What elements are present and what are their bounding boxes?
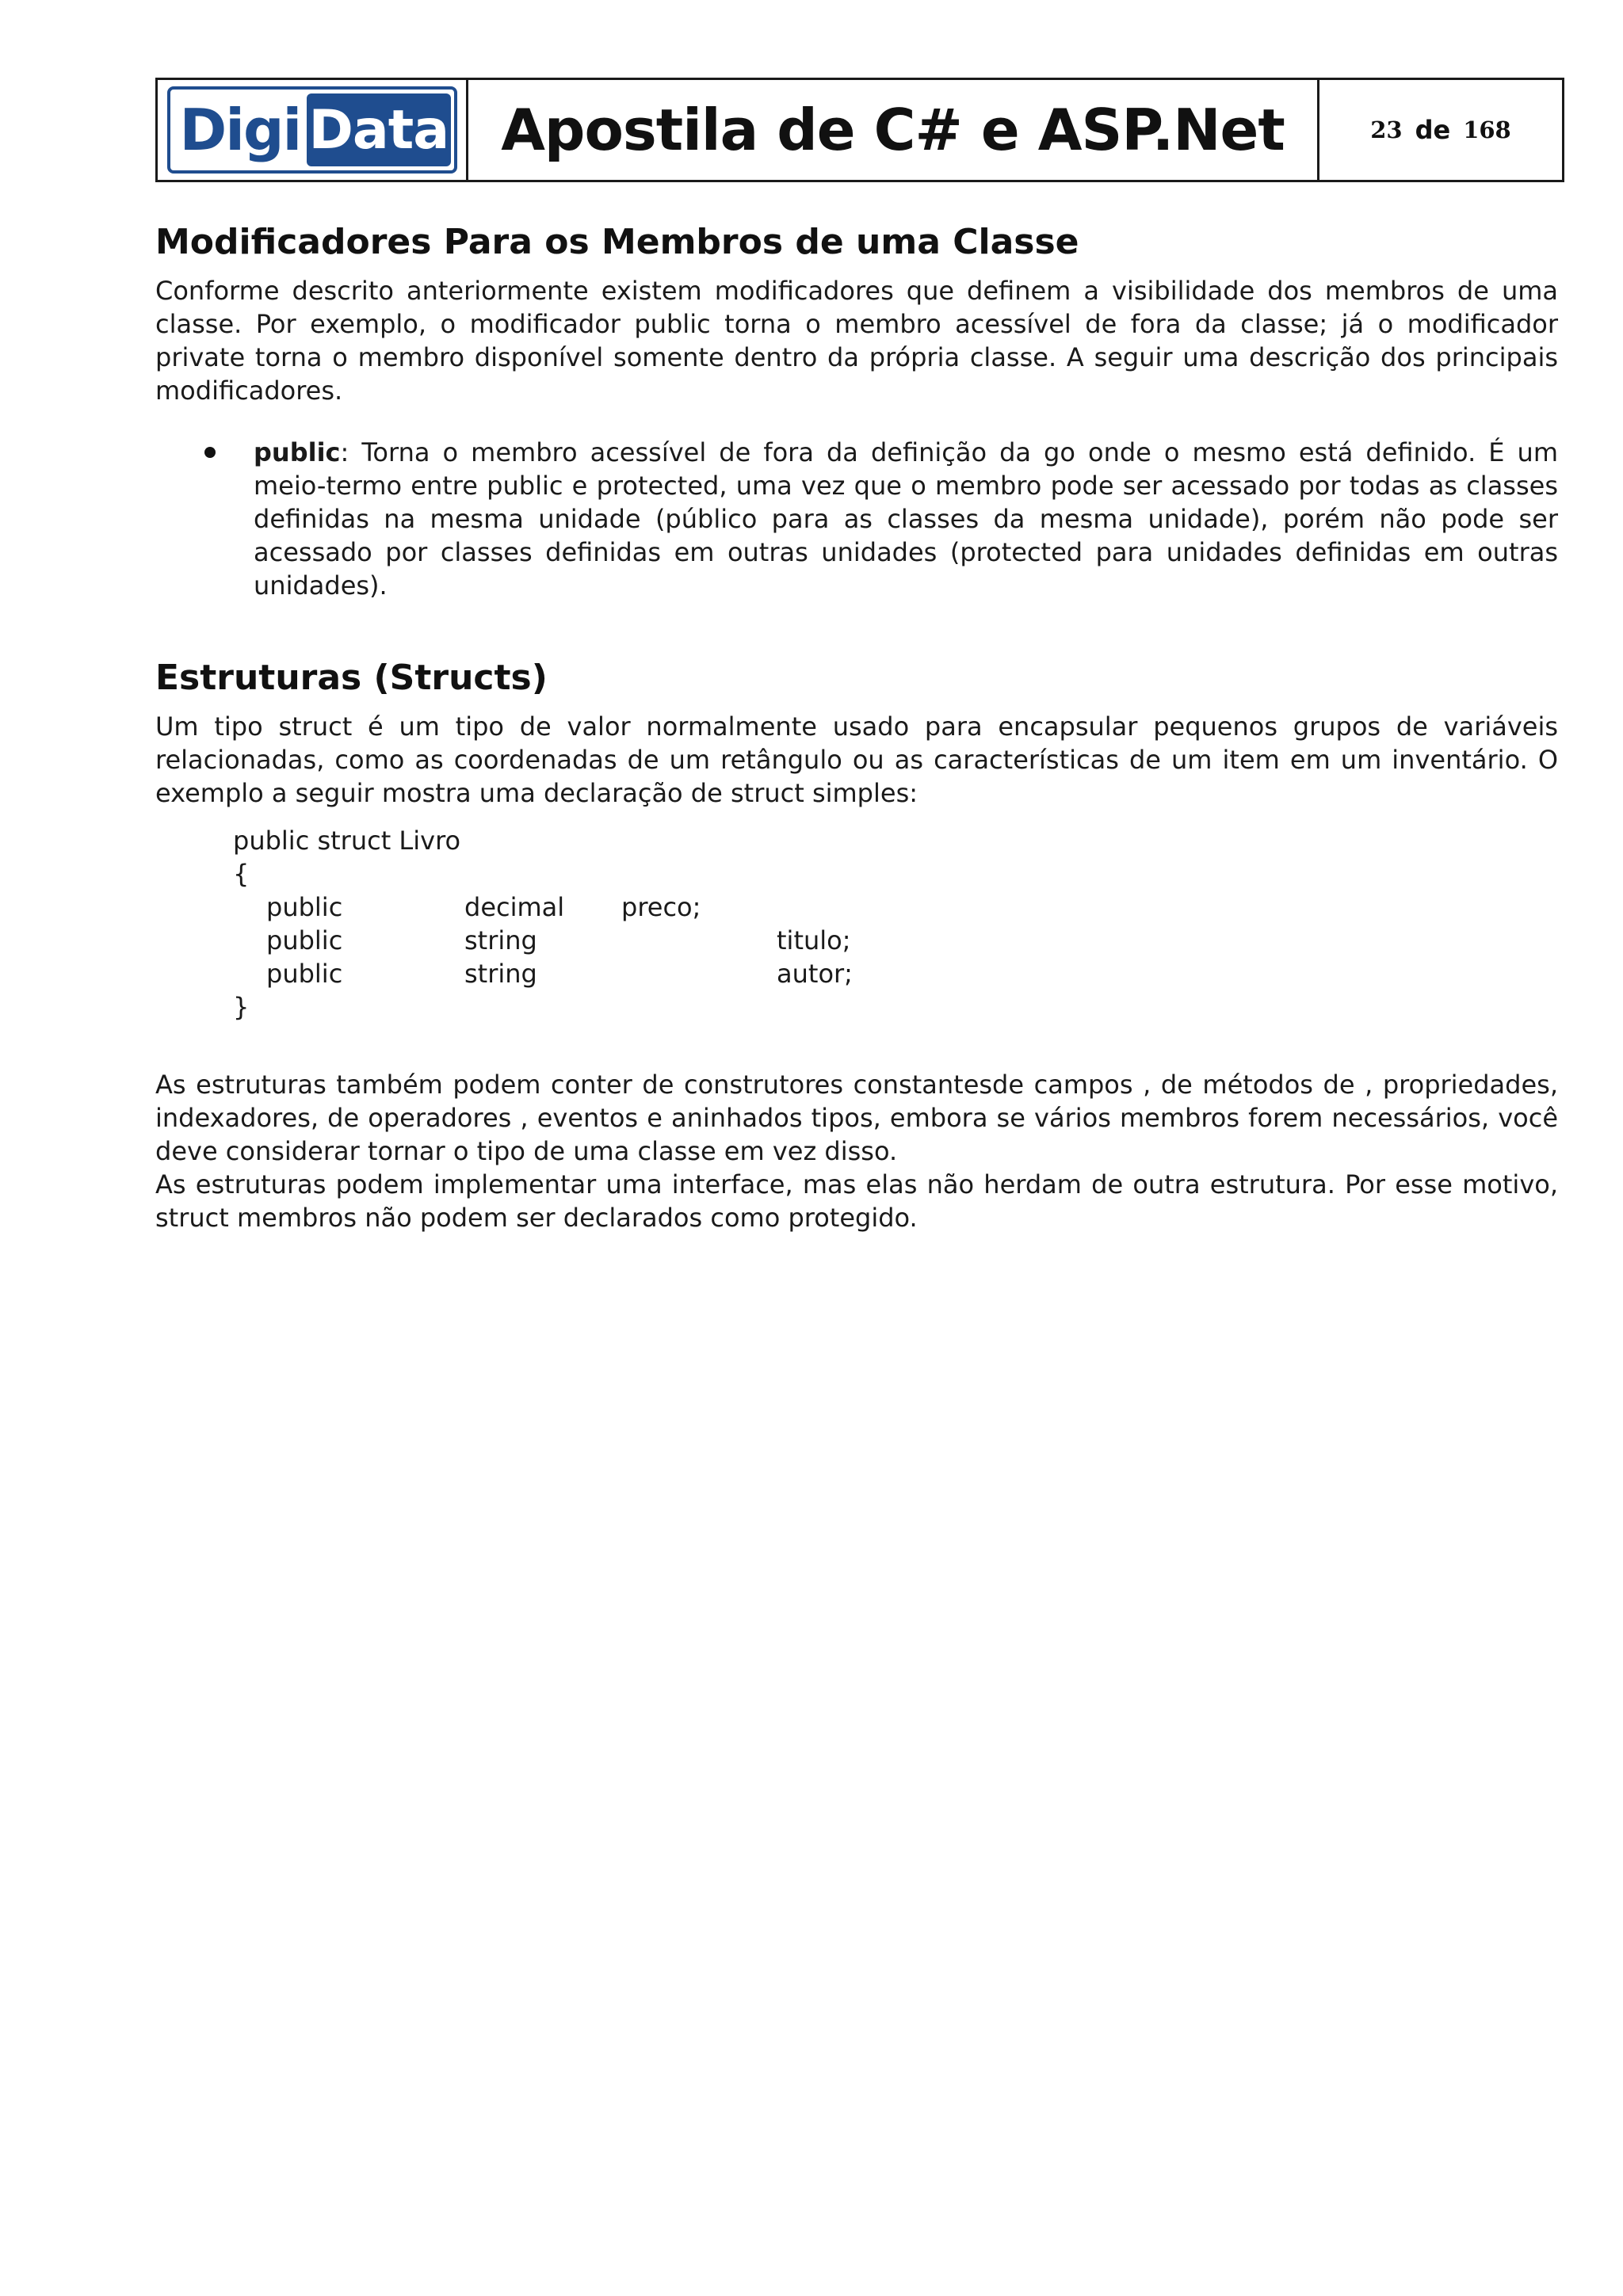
code-line [233,990,1558,1024]
logo-cell [158,80,468,180]
section-paragraph: Conforme descrito anteriormente existem modificadores que definem a visibilidade dos membros de uma classe. Por exemplo, o modificador public torna o membro acessível de fora da classe; já o modificador private torna o membro disponível somente dentro da própria classe. A seguir uma descrição dos principais modificadores. [155,276,1558,406]
page-content [155,219,1558,1234]
field-modifier: public [266,959,343,989]
bullet-text: : Torna o membro acessível de fora da definição da go onde o mesmo está definido. É um meio-termo entre public e protected, uma vez que o membro pode ser acessado por todas as classes definidas na mesma unidade (público para as classes da mesma unidade), porém não pode ser acessado por classes definidas em outras unidades (protected para unidades definidas em outras unidades). [254,437,1558,601]
page-number [1319,80,1562,180]
code-field [233,924,1558,957]
field-name: preco; [621,892,701,922]
page-separator: de [1415,115,1451,145]
code-declaration: public struct Livro [233,826,461,856]
section-paragraph: Um tipo struct é um tipo de valor normalmente usado para encapsular pequenos grupos de variáveis relacionadas, como as coordenadas de um retângulo ou as características de um item em um inventário. O exemplo a seguir mostra uma declaração de struct simples: [155,711,1558,808]
bullet-item [155,436,1558,602]
page-header [155,78,1564,182]
field-modifier: public [266,925,343,955]
field-name: autor; [777,959,853,989]
document-title: Apostila de C# e ASP.Net [468,80,1319,180]
digidata-logo [167,86,457,174]
logo-text-data: Data [307,93,450,166]
bullet-list [155,436,1558,602]
page-total: 168 [1463,116,1511,143]
field-name: titulo; [777,925,851,955]
code-line [233,824,1558,857]
page-current: 23 [1370,116,1403,143]
code-open-brace: { [233,859,250,889]
code-example [155,824,1558,1024]
section-paragraph: As estruturas também podem conter de construtores constantesde campos , de métodos de , propriedades, indexadores, de operadores , eventos e aninhados tipos, embora se vários membros forem necessários, você deve considerar tornar o tipo de uma classe em vez disso. [155,1070,1558,1166]
code-close-brace: } [233,992,250,1022]
field-modifier: public [266,892,343,922]
code-field [233,957,1558,990]
bullet-icon [204,447,216,458]
logo-text-digi: Digi [179,97,301,163]
field-type: string [464,925,537,955]
field-type: string [464,959,537,989]
section-paragraph: As estruturas podem implementar uma interface, mas elas não herdam de outra estrutura. Por esse motivo, struct membros não podem ser declarados como protegido. [155,1169,1558,1233]
bullet-term: public [254,437,341,467]
code-line [233,857,1558,891]
section-heading-modificadores: Modificadores Para os Membros de uma Classe [155,222,1079,262]
section-heading-estruturas: Estruturas (Structs) [155,658,548,698]
field-type: decimal [464,892,565,922]
code-field [233,891,1558,924]
